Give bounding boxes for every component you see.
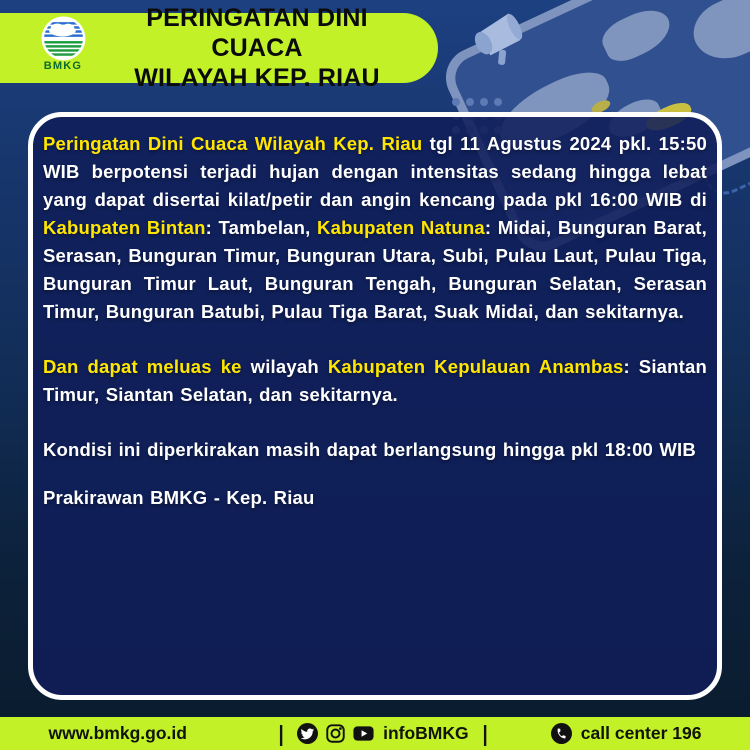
warning-paragraph-expansion: Dan dapat meluas ke wilayah Kabupaten Kepulauan Anambas: Siantan Timur, Siantan Selatan, dan sekitarnya. xyxy=(43,356,707,405)
bmkg-logo-label: BMKG xyxy=(43,60,83,72)
bmkg-logo xyxy=(32,16,94,72)
forecaster-signature: Prakirawan BMKG - Kep. Riau xyxy=(43,487,315,508)
megaphone-icon xyxy=(464,6,533,70)
twitter-icon[interactable] xyxy=(297,723,318,744)
regency-natuna: Kabupaten Natuna xyxy=(317,217,485,238)
instagram-icon[interactable] xyxy=(325,723,346,744)
warning-paragraph-main: Peringatan Dini Cuaca Wilayah Kep. Riau tgl 11 Agustus 2024 pkl. 15:50 WIB berpotensi terjadi hujan dengan intensitas sedang hingga lebat yang dapat disertai kilat/petir dan angin kencang pada pkl 16:00 WIB di Kabupaten Bintan: Tambelan, Kabupaten Natuna: Midai, Bunguran Barat, Serasan, Bunguran Timur, Bunguran Utara, Subi, Pulau Laut, Pulau Tiga, Bunguran Timur Laut, Bunguran Tengah, Bunguran Selatan, Serasan Timur, Bunguran Batubi, Pulau Tiga Barat, Suak Midai, dan sekitarnya. xyxy=(43,133,707,322)
social-handle: infoBMKG xyxy=(383,723,469,743)
poster-title xyxy=(100,3,414,93)
youtube-icon[interactable] xyxy=(353,723,374,744)
warning-region-title: Peringatan Dini Cuaca Wilayah Kep. Riau xyxy=(43,133,423,154)
map-landmass xyxy=(684,0,750,71)
phone-icon xyxy=(551,723,572,744)
website-link[interactable]: www.bmkg.go.id xyxy=(48,723,187,743)
regency-bintan: Kabupaten Bintan xyxy=(43,217,206,238)
warning-duration: Kondisi ini diperkirakan masih dapat berlangsung hingga pkl 18:00 WIB xyxy=(43,439,696,460)
call-center-label: call center 196 xyxy=(580,723,702,743)
map-landmass xyxy=(597,2,677,68)
header-banner xyxy=(0,4,438,92)
poster-title-line2: WILAYAH KEP. RIAU xyxy=(134,64,380,92)
poster-title-line1: PERINGATAN DINI CUACA xyxy=(146,4,368,62)
regency-anambas: Kabupaten Kepulauan Anambas xyxy=(327,356,624,377)
footer-bar xyxy=(0,717,750,750)
warning-card xyxy=(28,112,722,700)
separator: | xyxy=(278,720,284,746)
separator: | xyxy=(482,720,488,746)
bmkg-cloud-icon xyxy=(41,16,86,61)
call-center-group xyxy=(551,723,702,744)
social-icons xyxy=(297,723,374,744)
